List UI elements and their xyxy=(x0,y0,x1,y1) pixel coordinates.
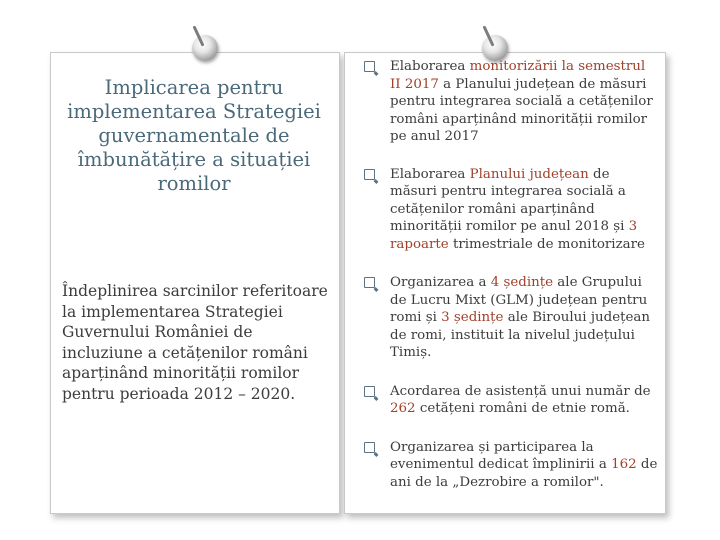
left-card-body: Îndeplinirea sarcinilor referitoare la implementarea Strategiei Guvernului României de incluziune a cetățenilor români aparținând minorității romilor pentru perioada 2012 – 2020. xyxy=(62,282,328,403)
list-item xyxy=(360,439,660,492)
item-text: de măsuri pentru integrarea socială a cetățenilor români aparținând minorității romilor pe anul 2018 și xyxy=(390,166,629,234)
activity-list xyxy=(360,58,660,491)
checkbox-bullet-icon xyxy=(364,442,375,453)
item-highlight: 262 xyxy=(390,401,416,416)
list-item xyxy=(360,383,660,418)
item-highlight: Planului județean xyxy=(469,166,589,182)
item-text: Acordarea de asistență unui număr de xyxy=(390,383,651,399)
list-item xyxy=(360,274,660,362)
item-text: Organizarea și participarea la evenimentul dedicat împlinirii a xyxy=(390,439,612,472)
list-item xyxy=(360,166,660,254)
item-highlight: 162 xyxy=(611,457,637,472)
checkbox-bullet-icon xyxy=(364,61,375,72)
item-text: Organizarea a xyxy=(390,275,491,290)
left-card-title: Implicarea pentru implementarea Strategiei guvernamentale de îmbunătățire a situației romilor xyxy=(67,76,321,195)
item-text: cetățeni români de etnie romă. xyxy=(415,401,630,416)
item-text: Elaborarea xyxy=(390,59,470,74)
item-text: ale Biroului județean de romi, instituit la nivelul județului Timiș. xyxy=(390,310,651,360)
item-text: ale Grupului de Lucru Mixt (GLM) județean pentru romi și xyxy=(390,275,648,325)
list-item xyxy=(360,58,660,146)
item-highlight: 3 ședințe xyxy=(441,310,504,325)
checkbox-bullet-icon xyxy=(364,169,375,180)
checkbox-bullet-icon xyxy=(364,277,375,288)
item-highlight: 4 ședințe xyxy=(490,275,554,290)
item-text: trimestriale de monitorizare xyxy=(448,236,645,252)
item-highlight: monitorizării la semestrul II 2017 xyxy=(390,59,646,92)
item-highlight: 3 rapoarte xyxy=(390,219,638,252)
item-text: Elaborarea xyxy=(390,166,470,182)
item-text: a Planului județean de măsuri pentru integrarea socială a cetățenilor români aparținând minorității romilor pe anul 2017 xyxy=(390,76,653,144)
checkbox-bullet-icon xyxy=(364,386,375,397)
item-text: de ani de la „Dezrobire a romilor". xyxy=(390,457,658,490)
pushpin-icon xyxy=(192,35,218,61)
